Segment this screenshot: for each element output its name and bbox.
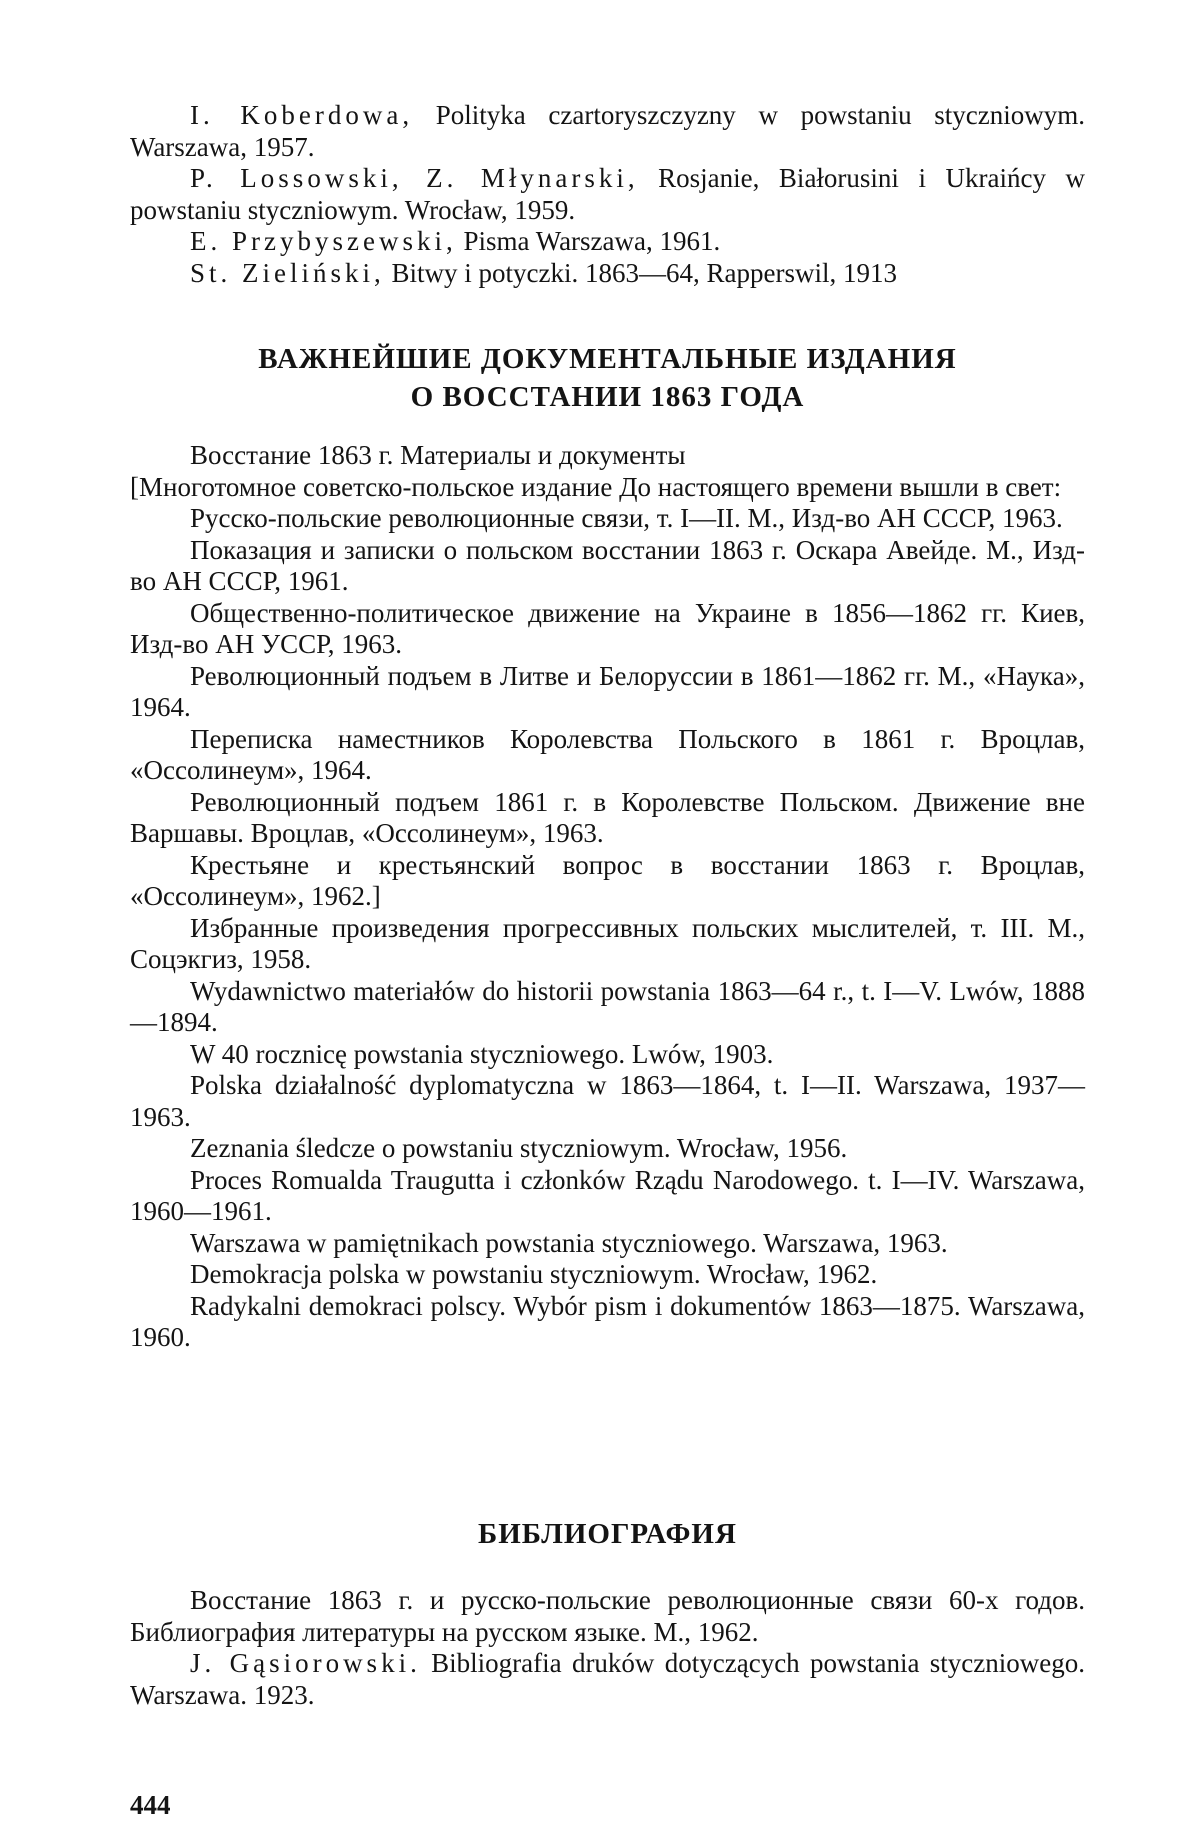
reference-text: Bitwy i potyczki. 1863—64, Rapperswil, 1913 xyxy=(384,257,897,288)
reference-author: J. Gąsiorowski. xyxy=(190,1648,421,1678)
list-item: Proces Romualda Traugutta i członków Rządu Narodowego. t. I—IV. Warszawa, 1960—1961. xyxy=(130,1164,1085,1226)
list-item: Общественно-политическое движение на Украине в 1856—1862 гг. Киев, Изд-во АН УССР, 1963. xyxy=(130,597,1085,659)
reference-text: Polityka czartoryszczyzny w powstaniu styczniowym. Warszawa, 1957. xyxy=(130,100,1085,162)
list-item: Переписка наместников Королевства Польского в 1861 г. Вроцлав, «Оссолинеум», 1964. xyxy=(130,723,1085,785)
references-top xyxy=(130,100,1085,289)
bibliography-entry xyxy=(130,1648,1085,1711)
list-item: Крестьяне и крестьянский вопрос в восстании 1863 г. Вроцлав, «Оссолинеум», 1962.] xyxy=(130,849,1085,911)
section-heading-bibliography: БИБЛИОГРАФИЯ xyxy=(478,1518,737,1550)
reference-text: Восстание 1863 г. и русско-польские революционные связи 60-х годов. Библиография литературы на русском языке. М., 1962. xyxy=(130,1585,1085,1647)
list-item: Показация и записки о польском восстании 1863 г. Оскара Авейде. М., Изд-во АН СССР, 1961. xyxy=(130,534,1085,596)
reference-text: Pisma Warszawa, 1961. xyxy=(456,226,721,256)
reference-author: I. Koberdowa, xyxy=(190,100,414,130)
reference-author: P. Lossowski, Z. Młynarski, xyxy=(190,163,639,193)
bibliography-entry xyxy=(130,1585,1085,1648)
heading-line: ВАЖНЕЙШИЕ ДОКУМЕНТАЛЬНЫЕ ИЗДАНИЯ xyxy=(258,343,957,375)
section-heading-documents xyxy=(130,340,1085,416)
list-item: Polska działalność dyplomatyczna w 1863—1864, t. I—II. Warszawa, 1937—1963. xyxy=(130,1070,1085,1132)
list-item: Radykalni demokraci polscy. Wybór pism i dokumentów 1863—1875. Warszawa, 1960. xyxy=(130,1290,1085,1352)
list-item: Избранные произведения прогрессивных польских мыслителей, т. III. М., Соцэкгиз, 1958. xyxy=(130,912,1085,974)
bibliography-list xyxy=(130,1585,1085,1711)
documents-list xyxy=(130,440,1085,1354)
reference-author: St. Zieliński, xyxy=(190,257,385,288)
list-item: Demokracja polska w powstaniu styczniowym. Wrocław, 1962. xyxy=(190,1259,878,1289)
reference-text: Rosjanie, Białorusini i Ukraińcy w powstaniu styczniowym. Wrocław, 1959. xyxy=(130,163,1085,225)
reference-entry xyxy=(130,258,1085,290)
list-item: Zeznania śledcze o powstaniu styczniowym. Wrocław, 1956. xyxy=(190,1133,848,1163)
reference-entry xyxy=(130,100,1085,163)
page-number: 444 xyxy=(130,1790,171,1820)
reference-author: E. Przybyszewski, xyxy=(190,226,457,256)
reference-text: Bibliografia druków dotyczących powstania styczniowego. Warszawa. 1923. xyxy=(130,1648,1086,1710)
list-item: Революционный подъем 1861 г. в Королевстве Польском. Движение вне Варшавы. Вроцлав, «Оссолинеум», 1963. xyxy=(130,786,1085,848)
list-item: Революционный подъем в Литве и Белоруссии в 1861—1862 гг. М., «Наука», 1964. xyxy=(130,660,1085,722)
list-item: Восстание 1863 г. Материалы и документы xyxy=(190,440,686,470)
list-item: [Многотомное советско-польское издание До настоящего времени вышли в свет: xyxy=(130,471,1062,502)
list-item: W 40 rocznicę powstania styczniowego. Lwów, 1903. xyxy=(190,1038,774,1069)
reference-entry xyxy=(130,163,1085,226)
list-item: Warszawa w pamiętnikach powstania styczniowego. Warszawa, 1963. xyxy=(190,1227,948,1258)
heading-line: О ВОССТАНИИ 1863 ГОДА xyxy=(410,381,805,413)
reference-entry xyxy=(130,226,1085,258)
list-item: Русско-польские революционные связи, т. I—II. М., Изд-во АН СССР, 1963. xyxy=(190,503,1063,533)
list-item: Wydawnictwo materiałów do historii powstania 1863—64 r., t. I—V. Lwów, 1888—1894. xyxy=(130,975,1085,1037)
